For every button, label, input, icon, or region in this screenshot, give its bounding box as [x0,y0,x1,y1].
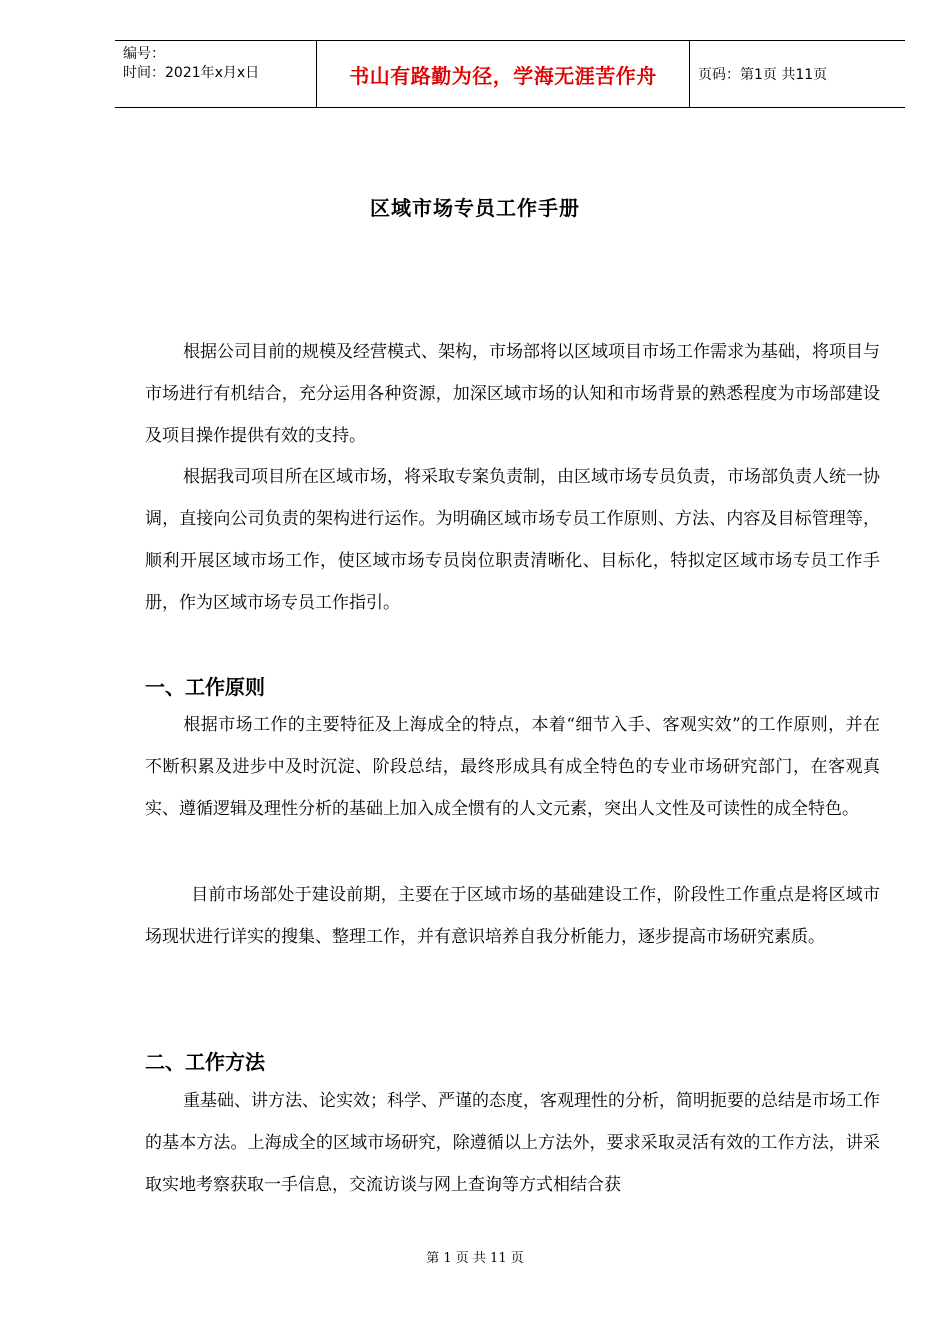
section-2-paragraph-1-text: 重基础、讲方法、论实效；科学、严谨的态度，客观理性的分析，简明扼要的总结是市场工作的基本方法。上海成全的区域市场研究，除遵循以上方法外，要求采取灵活有效的工作方法，讲采取实地考察获取一手信息，交流访谈与网上查询等方式相结合获 [145,1091,880,1195]
document-title: 区域市场专员工作手册 [370,196,580,220]
document-header [115,40,905,108]
intro-paragraph-2 [145,456,880,624]
header-page-cell [690,41,905,107]
header-page-info: 页码：第1页 共11页 [698,67,828,83]
section-2-paragraph-1 [145,1080,880,1206]
section-1-heading: 一、工作原则 [145,675,265,699]
page-footer: 第 1 页 共 11 页 [426,1251,524,1266]
header-motto: 书山有路勤为径，学海无涯苦作舟 [349,63,657,88]
section-1-paragraph-1 [145,704,880,830]
intro-paragraph-1-text: 根据公司目前的规模及经营模式、架构，市场部将以区域项目市场工作需求为基础，将项目与市场进行有机结合，充分运用各种资源，加深区域市场的认知和市场背景的熟悉程度为市场部建设及项目操作提供有效的支持。 [145,342,880,446]
section-1-paragraph-1-text: 根据市场工作的主要特征及上海成全的特点，本着“细节入手、客观实效”的工作原则，并在不断积累及进步中及时沉淀、阶段总结，最终形成具有成全特色的专业市场研究部门，在客观真实、遵循逻辑及理性分析的基础上加入成全惯有的人文元素，突出人文性及可读性的成全特色。 [145,715,880,819]
time-label: 时间：2021年x月x日 [123,65,260,81]
number-label: 编号： [123,46,165,62]
section-1-paragraph-2-text: 目前市场部处于建设前期，主要在于区域市场的基础建设工作，阶段性工作重点是将区域市场现状进行详实的搜集、整理工作，并有意识培养自我分析能力，逐步提高市场研究素质。 [145,885,880,947]
intro-paragraph-2-text: 根据我司项目所在区域市场，将采取专案负责制，由区域市场专员负责，市场部负责人统一协调，直接向公司负责的架构进行运作。为明确区域市场专员工作原则、方法、内容及目标管理等，顺利开展区域市场工作，使区域市场专员岗位职责清晰化、目标化，特拟定区域市场专员工作手册，作为区域市场专员工作指引。 [145,467,880,613]
section-1-paragraph-2 [145,874,880,958]
header-meta [115,41,316,107]
intro-paragraph-1 [145,331,880,457]
header-motto-cell [316,41,690,107]
section-2-heading: 二、工作方法 [145,1050,265,1074]
